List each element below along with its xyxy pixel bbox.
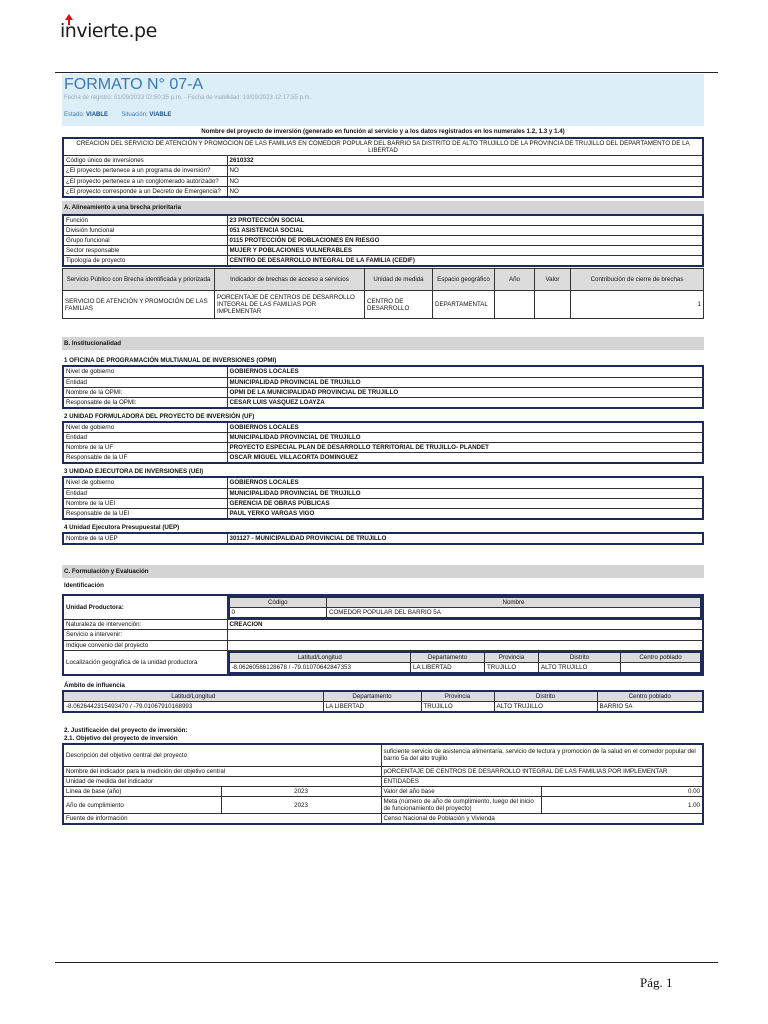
row-value: Censo Nacional de Población y Vivienda	[381, 814, 703, 825]
row-label: Tipología de proyecto	[63, 256, 227, 267]
bottom-divider	[55, 962, 718, 963]
unidad-productora-table	[228, 596, 703, 619]
table-row	[229, 608, 702, 619]
cell: PORCENTAJE DE CENTROS DE DESARROLLO INTEGRAL DE LAS FAMILIAS POR IMPLEMENTAR	[215, 291, 365, 319]
row-value: CESAR LUIS VASQUEZ LOAYZA	[227, 397, 703, 408]
row-value: NO	[227, 186, 703, 197]
justificacion-title: 2. Justificación del proyecto de inversión:	[64, 727, 188, 735]
identificacion-title: Identificación	[64, 582, 104, 589]
row-value: GOBIERNOS LOCALES	[227, 422, 703, 433]
row-value: OPMI DE LA MUNICIPALIDAD PROVINCIAL DE TRUJILLO	[227, 387, 703, 397]
row-value: suficiente servicio de asistencia alimentaria, servicio de lectura y promoción de la salud en el comedor popular del barrio 5a del alto trujillo	[381, 744, 703, 766]
row-label: ¿El proyecto pertenece a un conglomerado autorizado?	[63, 176, 227, 186]
table-row	[63, 477, 703, 488]
col-header: Centro poblado	[621, 652, 702, 663]
opmi-title: 1 OFICINA DE PROGRAMACIÓN MULTIANUAL DE INVERSIONES (OPMI)	[64, 357, 277, 365]
row-label: Unidad de medida del indicador	[63, 776, 381, 786]
row-label: Nombre de la OPMI:	[63, 387, 227, 397]
row-value: pORCENTAJE DE CENTROS DE DESARROLLO INTEGRAL DE LAS FAMILIAS POR IMPLEMENTAR	[381, 766, 703, 776]
row-label: Entidad	[63, 488, 227, 498]
format-header	[62, 74, 704, 126]
table-row	[63, 533, 703, 544]
row-value: MUNICIPALIDAD PROVINCIAL DE TRUJILLO	[227, 488, 703, 498]
row-value: 2023	[221, 786, 381, 796]
row-label: Nivel de gobierno	[63, 477, 227, 488]
col-header: Distrito	[539, 652, 621, 663]
table-row	[63, 366, 703, 377]
row-label: Indique convenio del proyecto	[63, 640, 227, 650]
table-row	[63, 640, 703, 650]
table-row	[63, 387, 703, 397]
table-row	[63, 453, 703, 464]
situacion-label: Situación:	[121, 112, 148, 118]
row-value: OSCAR MIGUEL VILLACORTA DOMINGUEZ	[227, 453, 703, 464]
table-row	[63, 443, 703, 453]
col-header: Latitud/Longitud	[63, 691, 323, 702]
col-header: Distrito	[494, 691, 597, 702]
table-row	[63, 595, 703, 620]
row-value: 2610332	[227, 156, 703, 166]
table-row	[63, 291, 704, 319]
row-value: PROYECTO ESPECIAL PLAN DE DESARROLLO TERRITORIAL DE TRUJILLO- PLANDET	[227, 443, 703, 453]
table-row	[63, 766, 703, 776]
row-label: Grupo funcional	[63, 236, 227, 246]
table-row	[63, 156, 703, 166]
table-header-row	[63, 691, 703, 702]
row-value: MUNICIPALIDAD PROVINCIAL DE TRUJILLO	[227, 377, 703, 387]
col-header: Departamento	[411, 652, 485, 663]
cell: TRUJILLO	[421, 702, 494, 713]
col-header: Centro poblado	[597, 691, 703, 702]
col-header: Código	[229, 597, 327, 608]
row-value: ENTIDADES	[381, 776, 703, 786]
project-table	[62, 137, 704, 198]
row-value: 2023	[221, 797, 381, 814]
top-divider	[55, 72, 718, 73]
row-label: Naturaleza de intervención:	[63, 620, 227, 630]
row-value: MUJER Y POBLACIONES VULNERABLES	[227, 246, 703, 256]
row-label: Nombre de la UEP	[63, 533, 227, 544]
table-header-row	[229, 652, 702, 663]
table-row	[63, 702, 703, 713]
objetivo-table	[62, 743, 704, 825]
row-label: Nombre de la UEI	[63, 498, 227, 508]
row-label: Nivel de gobierno	[63, 422, 227, 433]
cell	[621, 662, 702, 673]
document-body	[62, 128, 704, 825]
row-label: Código único de inversiones	[63, 156, 227, 166]
col-header: Provincia	[421, 691, 494, 702]
table-row	[63, 138, 703, 156]
table-row	[63, 650, 703, 675]
brecha-table	[62, 268, 704, 319]
row-label: Entidad	[63, 433, 227, 443]
row-label: Entidad	[63, 377, 227, 387]
page-number: Pág. 1	[640, 975, 673, 990]
section-a-title: A. Alineamiento a una brecha prioritaria	[62, 201, 704, 214]
table-row	[63, 433, 703, 443]
cell: CENTRO DE DESARROLLO	[365, 291, 433, 319]
row-label: Función	[63, 215, 227, 226]
section-c-title: C. Formulación y Evaluación	[62, 565, 704, 578]
table-row	[229, 662, 702, 673]
row-value: NO	[227, 166, 703, 176]
cell: 0	[229, 608, 327, 619]
localizacion-cell	[227, 650, 703, 675]
section-a-table	[62, 214, 704, 268]
row-value	[227, 630, 703, 640]
row-value: 301127 - MUNICIPALIDAD PROVINCIAL DE TRUJILLO	[227, 533, 703, 544]
project-name-heading: Nombre del proyecto de inversión (generado en función al servicio y a los datos registrados en los numerales 1.2, 1.3 y 1.4)	[201, 128, 565, 135]
table-row	[63, 166, 703, 176]
table-row	[63, 236, 703, 246]
cell: -8.0626442315493470 / -79.01067910168993	[63, 702, 323, 713]
cell: COMEDOR POPULAR DEL BARRIO 5A	[327, 608, 702, 619]
row-label: Responsable de la UEI	[63, 508, 227, 519]
section-b-title: B. Institucionalidad	[62, 337, 704, 350]
cell: 1	[571, 291, 704, 319]
row-label: Nivel de gobierno	[63, 366, 227, 377]
table-row	[63, 246, 703, 256]
table-row	[63, 256, 703, 267]
uf-title: 2 UNIDAD FORMULADORA DEL PROYECTO DE INVERSIÓN (UF)	[64, 412, 255, 420]
col-header: Provincia	[485, 652, 539, 663]
table-row	[63, 797, 703, 814]
col-header: Valor	[535, 269, 571, 291]
uep-table	[62, 532, 704, 545]
row-label: Nombre de la UF	[63, 443, 227, 453]
table-row	[63, 744, 703, 766]
table-row	[63, 498, 703, 508]
cell: -8.06260586128678 / -79.01070642847353	[229, 662, 411, 673]
format-title: FORMATO N° 07-A	[64, 76, 204, 93]
table-row	[63, 377, 703, 387]
uei-table	[62, 476, 704, 520]
cell: LA LIBERTAD	[323, 702, 421, 713]
row-value: GERENCIA DE OBRAS PÚBLICAS	[227, 498, 703, 508]
row-value: 0115 PROTECCIÓN DE POBLACIONES EN RIESGO	[227, 236, 703, 246]
row-label: División funcional	[63, 225, 227, 235]
table-row	[63, 488, 703, 498]
row-value: CENTRO DE DESARROLLO INTEGRAL DE LA FAMILIA (CEDIF)	[227, 256, 703, 267]
row-value: 051 ASISTENCIA SOCIAL	[227, 225, 703, 235]
row-value: 1.00	[541, 797, 703, 814]
row-label: Servicio a intervenir:	[63, 630, 227, 640]
table-row	[63, 215, 703, 226]
table-row	[63, 397, 703, 408]
unidad-productora-cell	[227, 595, 703, 620]
col-header: Unidad de medida	[365, 269, 433, 291]
estado-label: Estado:	[64, 112, 85, 118]
uf-table	[62, 421, 704, 465]
estado-value: VIABLE	[86, 112, 109, 118]
table-header-row	[229, 597, 702, 608]
cell	[535, 291, 571, 319]
row-value: GOBIERNOS LOCALES	[227, 477, 703, 488]
row-label: Nombre del indicador para la medición del objetivo central	[63, 766, 381, 776]
logo-text: invierte.pe	[60, 20, 157, 42]
row-value	[227, 640, 703, 650]
col-header: Espacio geográfico	[433, 269, 495, 291]
table-header-row	[63, 269, 704, 291]
cell: LA LIBERTAD	[411, 662, 485, 673]
row-label: Valor del año base	[381, 786, 541, 796]
row-value: NO	[227, 176, 703, 186]
table-row	[63, 225, 703, 235]
row-label: Meta (número de año de cumplimiento, luego del inicio de funcionamiento del proyecto)	[381, 797, 541, 814]
row-label: ¿El proyecto pertenece a un programa de inversión?	[63, 166, 227, 176]
table-row	[63, 814, 703, 825]
row-label: Localización geográfica de la unidad productora	[63, 650, 227, 675]
row-value: CREACION	[227, 620, 703, 630]
row-label: Fuente de información	[63, 814, 381, 825]
project-name: CREACION DEL SERVICIO DE ATENCIÓN Y PROMOCION DE LAS FAMILIAS EN COMEDOR POPULAR DEL BARRIO 5A DISTRITO DE ALTO TRUJILLO DE LA PROVINCIA DE TRUJILLO DEL DEPARTAMENTO DE LA LIBERTAD	[63, 138, 703, 156]
row-label: Sector responsable	[63, 246, 227, 256]
col-header: Departamento	[323, 691, 421, 702]
uei-title: 3 UNIDAD EJECUTORA DE INVERSIONES (UEI)	[64, 468, 204, 476]
cell: BARRIO 5A	[597, 702, 703, 713]
col-header: Indicador de brechas de acceso a servicios	[215, 269, 365, 291]
table-row	[63, 630, 703, 640]
uep-title: 4 Unidad Ejecutora Presupuestal (UEP)	[64, 523, 180, 531]
cell	[495, 291, 535, 319]
row-value: 23 PROTECCIÓN SOCIAL	[227, 215, 703, 226]
row-label: Responsable de la OPMI:	[63, 397, 227, 408]
cell: DEPARTAMENTAL	[433, 291, 495, 319]
ambito-title: Ámbito de influencia	[64, 681, 125, 689]
opmi-table	[62, 365, 704, 409]
row-label: Línea de base (año)	[63, 786, 221, 796]
row-label: Descripción del objetivo central del proyecto	[63, 744, 381, 766]
row-value: GOBIERNOS LOCALES	[227, 366, 703, 377]
cell: ALTO TRUJILLO	[494, 702, 597, 713]
table-row	[63, 508, 703, 519]
objetivo-subtitle: 2.1. Objetivo del proyecto de inversión	[64, 735, 178, 743]
localizacion-table	[228, 651, 703, 674]
format-status	[64, 112, 171, 118]
cell: TRUJILLO	[485, 662, 539, 673]
col-header: Contribución de cierre de brechas	[571, 269, 704, 291]
row-label: Año de cumplimiento	[63, 797, 221, 814]
col-header: Año	[495, 269, 535, 291]
identificacion-table	[62, 594, 704, 676]
col-header: Nombre	[327, 597, 702, 608]
col-header: Servicio Público con Brecha identificada y priorizada	[63, 269, 215, 291]
row-value: PAUL YERKO VARGAS VIGO	[227, 508, 703, 519]
row-value: MUNICIPALIDAD PROVINCIAL DE TRUJILLO	[227, 433, 703, 443]
table-row	[63, 422, 703, 433]
ambito-table	[62, 690, 704, 713]
format-dates: Fecha de registro: 01/09/2023 02:50:35 p.m. - Fecha de viabilidad: 19/09/2023 12:17:55 p.m.	[64, 95, 312, 101]
row-value: 0.00	[541, 786, 703, 796]
table-row	[63, 620, 703, 630]
unidad-productora-label: Unidad Productora:	[63, 595, 227, 620]
table-row	[63, 186, 703, 197]
row-label: ¿El proyecto corresponde a un Decreto de Emergencia?	[63, 186, 227, 197]
col-header: Latitud/Longitud	[229, 652, 411, 663]
cell: SERVICIO DE ATENCIÓN Y PROMOCIÓN DE LAS FAMILIAS	[63, 291, 215, 319]
table-row	[63, 176, 703, 186]
cell: ALTO TRUJILLO	[539, 662, 621, 673]
table-row	[63, 786, 703, 796]
situacion-value: VIABLE	[149, 112, 172, 118]
row-label: Responsable de la UF	[63, 453, 227, 464]
table-row	[63, 776, 703, 786]
